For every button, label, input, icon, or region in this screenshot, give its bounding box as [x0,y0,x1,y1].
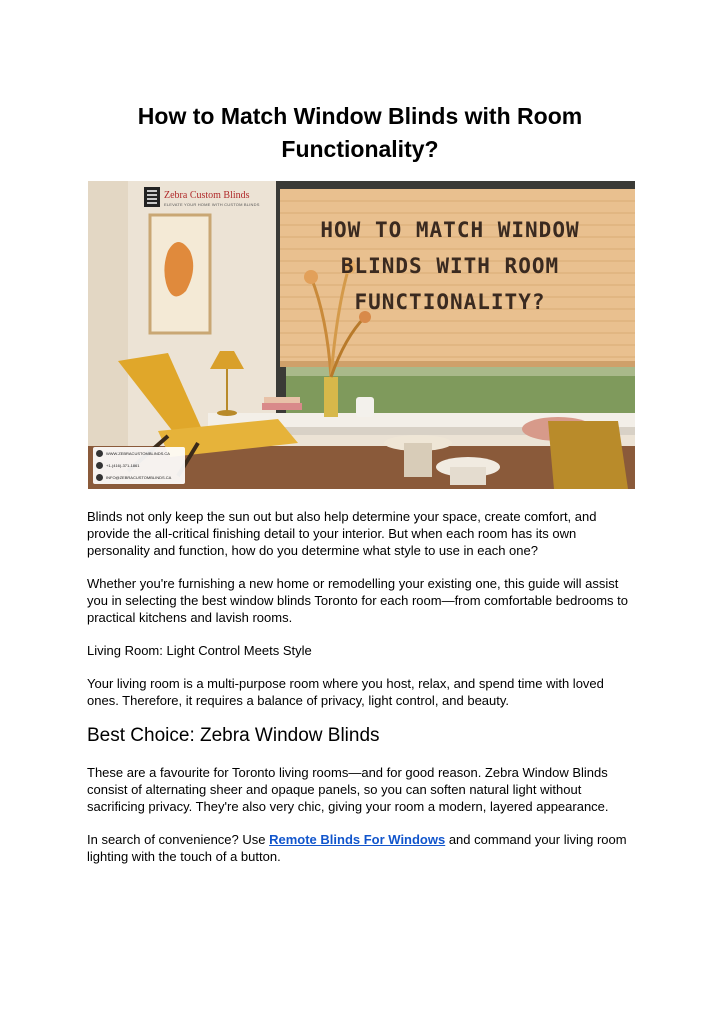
contact-website-row [93,448,185,459]
paragraph-living-room: Your living room is a multi-purpose room where you host, relax, and spend time with loved ones. Therefore, it requires a balance of privacy, light control, and beauty. [87,676,604,709]
section-heading-living-room: Living Room: Light Control Meets Style [87,643,312,658]
paragraph-zebra-blinds: These are a favourite for Toronto living rooms—and for good reason. Zebra Window Blinds consist of alternating sheer and opaque panels, so you can soften natural light without sacrificing privacy. They're also very chic, giving your room a modern, layered appearance. [87,765,609,815]
contact-email-row [93,472,185,483]
paragraph-guide: Whether you're furnishing a new home or remodelling your existing one, this guide will assist you in selecting the best window blinds Toronto for each room—from comfortable bedrooms to practical kitchens and lavish rooms. [87,576,628,626]
paragraph-remote-blinds [87,831,637,865]
remote-text-after: and command your living room lighting with the touch of a button. [87,832,627,865]
contact-box [93,447,185,484]
mail-icon [96,474,103,481]
brand-name: Zebra Custom Blinds [164,190,250,201]
contact-email: INFO@ZEBRACUSTOMBLINDS.CA [106,475,172,480]
globe-icon [96,450,103,457]
contact-website: WWW.ZEBRACUSTOMBLINDS.CA [106,451,170,456]
paragraph-intro: Blinds not only keep the sun out but also help determine your space, create comfort, and provide the all-critical finishing detail to your interior. But when each room has its own personality and function, how do you determine what style to use in each one? [87,509,597,559]
remote-text-before: In search of convenience? Use [87,832,270,847]
document-title: How to Match Window Blinds with Room Functionality? [137,103,583,162]
phone-icon [96,462,103,469]
brand-tagline: ELEVATE YOUR HOME WITH CUSTOM BLINDS [164,202,260,207]
contact-phone: +1-(416)-371-1861 [106,463,140,468]
hero-headline: HOW TO MATCH WINDOW BLINDS WITH ROOM FUNCTIONALITY? [320,218,580,314]
brand-logo [144,187,160,207]
heading-best-choice: Best Choice: Zebra Window Blinds [87,725,380,746]
remote-blinds-link[interactable]: Remote Blinds For Windows [269,832,446,847]
contact-phone-row [93,460,185,471]
